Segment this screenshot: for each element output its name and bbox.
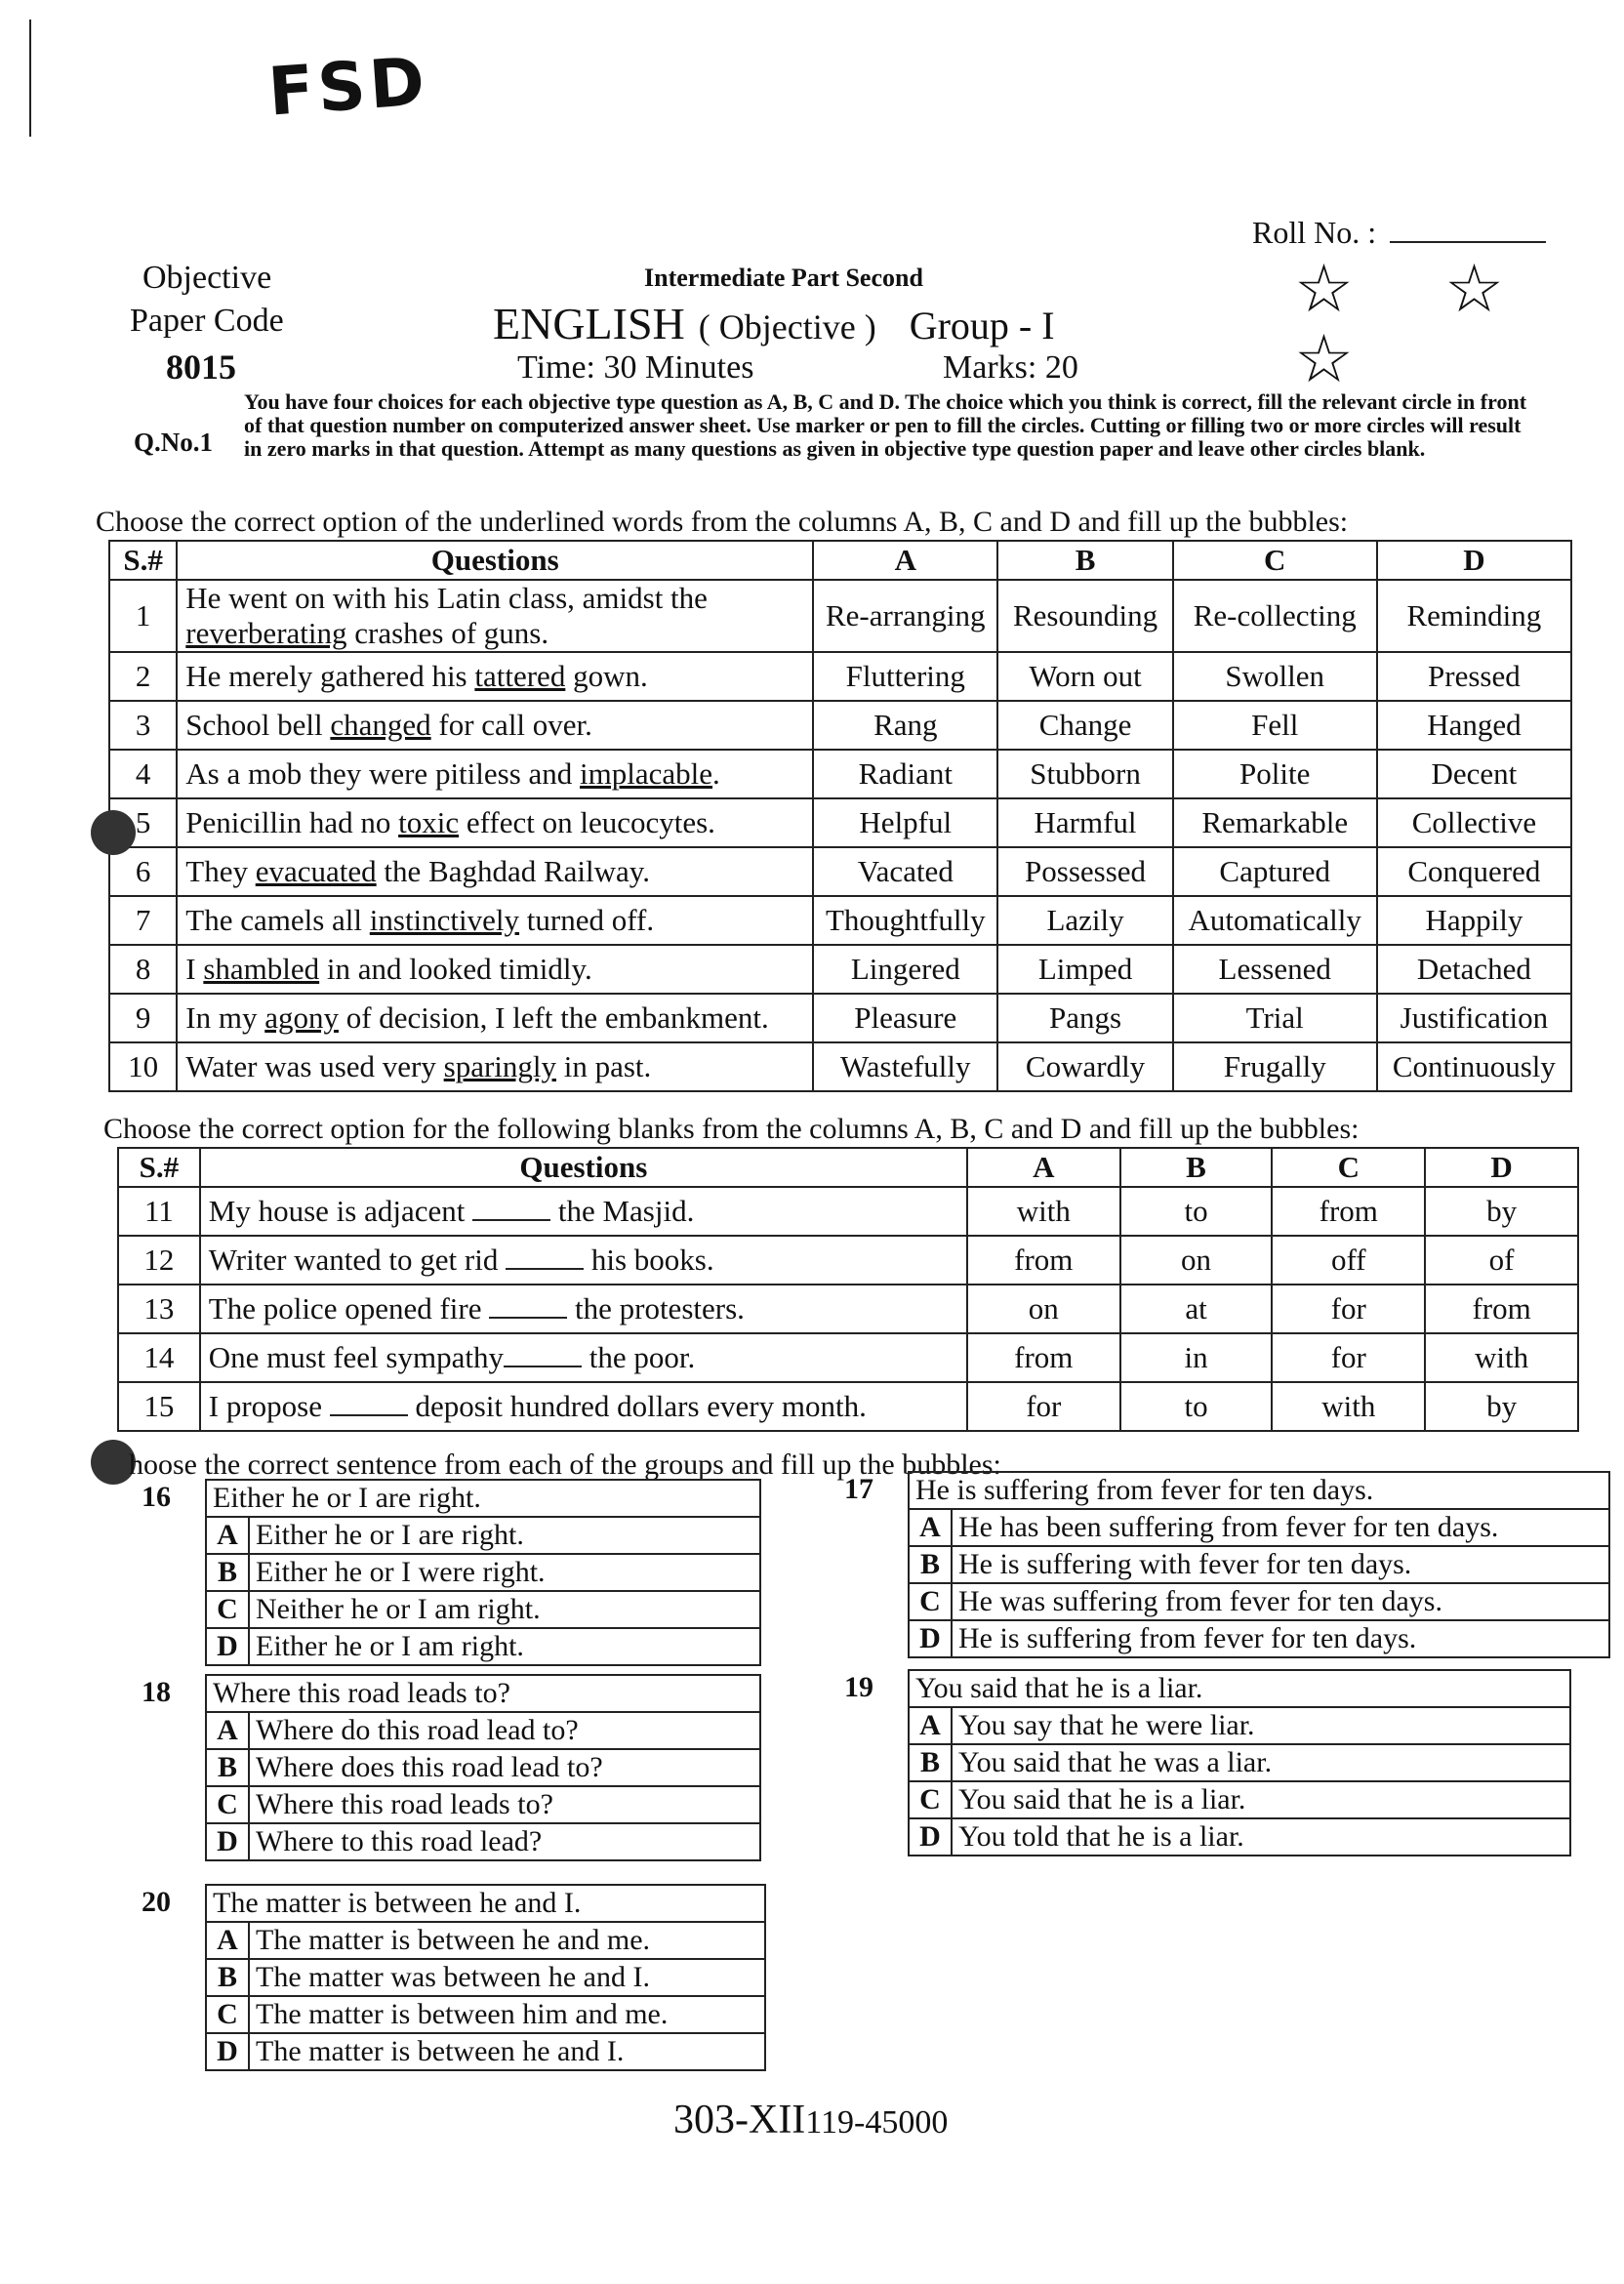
question-number-label: Q.No.1 xyxy=(134,428,213,457)
option-sentence: Either he or I am right. xyxy=(249,1628,760,1665)
option-letter: C xyxy=(206,1996,249,2033)
option-a: Thoughtfully xyxy=(813,896,997,945)
question-post: deposit hundred dollars every month. xyxy=(407,1389,867,1423)
section1-heading: Choose the correct option of the underlined words from the columns A, B, C and D and fill up the bubbles: xyxy=(96,506,1349,538)
group-option-row xyxy=(206,1996,765,2033)
col-header: D xyxy=(1377,541,1571,580)
table-row xyxy=(109,896,1571,945)
question-text xyxy=(200,1285,967,1333)
question-text xyxy=(177,580,813,652)
question-post: his books. xyxy=(584,1243,714,1277)
row-number: 3 xyxy=(109,701,177,750)
question-text xyxy=(177,1042,813,1091)
group-number: 17 xyxy=(844,1473,873,1505)
group-option-row xyxy=(909,1620,1609,1657)
col-header: S.# xyxy=(118,1148,200,1187)
option-c: for xyxy=(1272,1285,1425,1333)
section2-table xyxy=(117,1147,1579,1432)
option-sentence: Where to this road lead? xyxy=(249,1823,760,1860)
paper-code: 8015 xyxy=(166,347,236,387)
option-letter: C xyxy=(909,1583,952,1620)
question-post: the Baghdad Railway. xyxy=(376,854,651,888)
option-c: Frugally xyxy=(1173,1042,1377,1091)
table-header-row xyxy=(109,541,1571,580)
table-row xyxy=(118,1285,1578,1333)
group-option-row xyxy=(206,2033,765,2070)
group-option-row xyxy=(909,1818,1570,1856)
col-header: C xyxy=(1272,1148,1425,1187)
option-c: with xyxy=(1272,1382,1425,1431)
option-letter: C xyxy=(909,1781,952,1818)
table-row xyxy=(109,994,1571,1042)
underlined-word: implacable xyxy=(580,756,713,791)
option-d: Detached xyxy=(1377,945,1571,994)
row-number: 1 xyxy=(109,580,177,652)
row-number: 13 xyxy=(118,1285,200,1333)
option-letter: D xyxy=(909,1620,952,1657)
question-pre: The police opened fire xyxy=(208,1291,490,1326)
question-pre: My house is adjacent xyxy=(208,1194,473,1228)
option-sentence: You said that he was a liar. xyxy=(952,1744,1570,1781)
option-sentence: Either he or I are right. xyxy=(249,1517,760,1554)
option-sentence: He is suffering with fever for ten days. xyxy=(952,1546,1609,1583)
marks: Marks: 20 xyxy=(943,349,1078,386)
question-text xyxy=(200,1187,967,1236)
question-post: in and looked timidly. xyxy=(319,952,592,986)
option-b: Lazily xyxy=(997,896,1172,945)
group-stem: You said that he is a liar. xyxy=(909,1670,1570,1707)
group-option-row xyxy=(206,1749,760,1786)
option-sentence: Where do this road lead to? xyxy=(249,1712,760,1749)
objective-label: Objective xyxy=(142,260,272,296)
option-b: Stubborn xyxy=(997,750,1172,798)
question-post: crashes of guns. xyxy=(346,616,549,650)
option-d: Continuously xyxy=(1377,1042,1571,1091)
option-b: Limped xyxy=(997,945,1172,994)
question-pre: As a mob they were pitiless and xyxy=(185,756,581,791)
option-a: Re-arranging xyxy=(813,580,997,652)
group-stem-row xyxy=(206,1480,760,1517)
col-header: A xyxy=(813,541,997,580)
group-table xyxy=(205,1479,761,1666)
question-pre: He merely gathered his xyxy=(185,659,475,693)
section3-heading: hoose the correct sentence from each of the groups and fill up the bubbles: xyxy=(129,1448,1001,1481)
table-row xyxy=(118,1236,1578,1285)
answer-blank xyxy=(472,1198,550,1221)
option-sentence: Where does this road lead to? xyxy=(249,1749,760,1786)
col-header: C xyxy=(1173,541,1377,580)
option-d: Collective xyxy=(1377,798,1571,847)
option-letter: B xyxy=(206,1749,249,1786)
group-option-row xyxy=(206,1517,760,1554)
option-d: of xyxy=(1425,1236,1578,1285)
option-a: Vacated xyxy=(813,847,997,896)
option-letter: D xyxy=(206,1628,249,1665)
option-sentence: He was suffering from fever for ten days. xyxy=(952,1583,1609,1620)
row-number: 6 xyxy=(109,847,177,896)
table-row xyxy=(109,701,1571,750)
table-header-row xyxy=(118,1148,1578,1187)
paper-type: ( Objective ) xyxy=(698,307,876,347)
group: Group - I xyxy=(909,304,1055,347)
option-a: with xyxy=(967,1187,1120,1236)
option-letter: A xyxy=(206,1517,249,1554)
question-pre: Penicillin had no xyxy=(185,805,399,839)
option-a: on xyxy=(967,1285,1120,1333)
question-pre: They xyxy=(185,854,256,888)
question-pre: I propose xyxy=(208,1389,330,1423)
option-b: in xyxy=(1120,1333,1273,1382)
group-stem-row xyxy=(909,1670,1570,1707)
option-d: with xyxy=(1425,1333,1578,1382)
table-row xyxy=(109,798,1571,847)
option-letter: A xyxy=(909,1707,952,1744)
col-header: S.# xyxy=(109,541,177,580)
option-c: for xyxy=(1272,1333,1425,1382)
table-row xyxy=(109,945,1571,994)
option-b: on xyxy=(1120,1236,1273,1285)
question-post: effect on leucocytes. xyxy=(459,805,715,839)
col-header: B xyxy=(997,541,1172,580)
group-stem: Where this road leads to? xyxy=(206,1675,760,1712)
roll-no-label: Roll No. : xyxy=(1252,215,1546,251)
row-number: 4 xyxy=(109,750,177,798)
group-table xyxy=(908,1669,1571,1856)
question-text xyxy=(177,652,813,701)
table-row xyxy=(118,1333,1578,1382)
option-b: Resounding xyxy=(997,580,1172,652)
option-a: Rang xyxy=(813,701,997,750)
group-option-row xyxy=(909,1509,1609,1546)
option-d: Happily xyxy=(1377,896,1571,945)
option-d: by xyxy=(1425,1187,1578,1236)
level-title: Intermediate Part Second xyxy=(644,264,923,292)
option-a: Helpful xyxy=(813,798,997,847)
table-row xyxy=(109,750,1571,798)
subject-line xyxy=(493,298,1055,349)
question-pre: He went on with his Latin class, amidst the xyxy=(185,581,708,615)
question-pre: I xyxy=(185,952,204,986)
row-number: 7 xyxy=(109,896,177,945)
group-number: 18 xyxy=(142,1676,171,1708)
group-table xyxy=(205,1884,766,2071)
option-d: Reminding xyxy=(1377,580,1571,652)
star-icon: ☆ xyxy=(1294,252,1354,326)
option-c: Polite xyxy=(1173,750,1377,798)
option-a: for xyxy=(967,1382,1120,1431)
star-icon: ☆ xyxy=(1444,252,1504,326)
group-table xyxy=(205,1674,761,1861)
question-post: the poor. xyxy=(581,1340,696,1374)
question-post: the protesters. xyxy=(567,1291,745,1326)
group-stem: He is suffering from fever for ten days. xyxy=(909,1472,1609,1509)
option-c: Trial xyxy=(1173,994,1377,1042)
option-letter: B xyxy=(909,1546,952,1583)
answer-blank xyxy=(330,1393,408,1416)
option-a: Lingered xyxy=(813,945,997,994)
row-number: 11 xyxy=(118,1187,200,1236)
question-post: the Masjid. xyxy=(550,1194,695,1228)
question-text xyxy=(177,750,813,798)
option-letter: C xyxy=(206,1591,249,1628)
group-option-row xyxy=(206,1922,765,1959)
option-c: Automatically xyxy=(1173,896,1377,945)
answer-blank xyxy=(489,1295,567,1319)
group-stem: The matter is between he and I. xyxy=(206,1885,765,1922)
option-b: Cowardly xyxy=(997,1042,1172,1091)
question-text xyxy=(177,945,813,994)
option-c: Re-collecting xyxy=(1173,580,1377,652)
group-number: 16 xyxy=(142,1481,171,1513)
time: Time: 30 Minutes xyxy=(517,349,754,386)
option-b: Harmful xyxy=(997,798,1172,847)
group-option-row xyxy=(206,1786,760,1823)
group-option-row xyxy=(206,1591,760,1628)
option-sentence: He is suffering from fever for ten days. xyxy=(952,1620,1609,1657)
option-a: Pleasure xyxy=(813,994,997,1042)
option-c: from xyxy=(1272,1187,1425,1236)
group-option-row xyxy=(206,1959,765,1996)
row-number: 8 xyxy=(109,945,177,994)
star-icon: ☆ xyxy=(1294,322,1354,396)
option-sentence: The matter is between him and me. xyxy=(249,1996,765,2033)
option-letter: A xyxy=(909,1509,952,1546)
group-option-row xyxy=(206,1823,760,1860)
underlined-word: tattered xyxy=(474,659,566,693)
col-header: Questions xyxy=(200,1148,967,1187)
option-a: Wastefully xyxy=(813,1042,997,1091)
row-number: 15 xyxy=(118,1382,200,1431)
option-sentence: Either he or I were right. xyxy=(249,1554,760,1591)
group-stem-row xyxy=(206,1675,760,1712)
option-letter: D xyxy=(206,1823,249,1860)
option-a: Radiant xyxy=(813,750,997,798)
option-c: Remarkable xyxy=(1173,798,1377,847)
question-text xyxy=(200,1382,967,1431)
group-option-row xyxy=(909,1707,1570,1744)
underlined-word: toxic xyxy=(398,805,460,839)
question-text xyxy=(200,1333,967,1382)
option-sentence: The matter is between he and I. xyxy=(249,2033,765,2070)
group-number: 20 xyxy=(142,1886,171,1918)
underlined-word: evacuated xyxy=(255,854,377,888)
row-number: 10 xyxy=(109,1042,177,1091)
option-d: Decent xyxy=(1377,750,1571,798)
question-post: turned off. xyxy=(519,903,655,937)
option-letter: B xyxy=(909,1744,952,1781)
group-stem: Either he or I are right. xyxy=(206,1480,760,1517)
question-text xyxy=(177,994,813,1042)
option-sentence: You told that he is a liar. xyxy=(952,1818,1570,1856)
question-pre: One must feel sympathy xyxy=(208,1340,504,1374)
option-sentence: You said that he is a liar. xyxy=(952,1781,1570,1818)
instructions: You have four choices for each objective type question as A, B, C and D. The choice which you think is correct, fill the relevant circle in front of that question number on computerized answer sheet. Use marker or pen to fill the circles. Cutting or filling two or more circles will result in zero marks in that question. Attempt as many questions as given in objective type question paper and leave other circles blank. xyxy=(244,389,1527,461)
question-pre: The camels all xyxy=(185,903,370,937)
question-pre: Writer wanted to get rid xyxy=(208,1243,507,1277)
col-header: Questions xyxy=(177,541,813,580)
option-b: to xyxy=(1120,1187,1273,1236)
question-pre: School bell xyxy=(185,708,331,742)
question-text xyxy=(177,798,813,847)
option-sentence: He has been suffering from fever for ten days. xyxy=(952,1509,1609,1546)
footer-code xyxy=(673,2097,948,2143)
question-post: in past. xyxy=(556,1049,652,1083)
question-text xyxy=(200,1236,967,1285)
table-row xyxy=(109,580,1571,652)
table-row xyxy=(118,1382,1578,1431)
option-d: Pressed xyxy=(1377,652,1571,701)
answer-blank xyxy=(504,1344,582,1367)
paper-code-label: Paper Code xyxy=(130,303,284,339)
group-option-row xyxy=(206,1554,760,1591)
table-row xyxy=(118,1187,1578,1236)
table-row xyxy=(109,652,1571,701)
group-option-row xyxy=(909,1744,1570,1781)
question-post: of decision, I left the embankment. xyxy=(338,1000,769,1035)
option-sentence: Where this road leads to? xyxy=(249,1786,760,1823)
row-number: 9 xyxy=(109,994,177,1042)
answer-blank xyxy=(506,1246,584,1270)
row-number: 12 xyxy=(118,1236,200,1285)
question-pre: In my xyxy=(185,1000,265,1035)
option-c: off xyxy=(1272,1236,1425,1285)
option-letter: D xyxy=(206,2033,249,2070)
group-number: 19 xyxy=(844,1671,873,1703)
row-number: 5 xyxy=(109,798,177,847)
option-letter: B xyxy=(206,1959,249,1996)
option-c: Fell xyxy=(1173,701,1377,750)
underlined-word: shambled xyxy=(203,952,320,986)
col-header: B xyxy=(1120,1148,1273,1187)
option-b: Change xyxy=(997,701,1172,750)
underlined-word: changed xyxy=(330,708,431,742)
question-post: gown. xyxy=(565,659,648,693)
section2-heading: Choose the correct option for the following blanks from the columns A, B, C and D and fill up the bubbles: xyxy=(103,1113,1360,1145)
option-d: Hanged xyxy=(1377,701,1571,750)
option-b: at xyxy=(1120,1285,1273,1333)
option-letter: A xyxy=(206,1712,249,1749)
option-letter: C xyxy=(206,1786,249,1823)
group-option-row xyxy=(909,1546,1609,1583)
option-b: to xyxy=(1120,1382,1273,1431)
underlined-word: instinctively xyxy=(369,903,520,937)
option-d: by xyxy=(1425,1382,1578,1431)
underlined-word: reverberating xyxy=(185,616,347,650)
section1-table xyxy=(108,540,1572,1092)
option-a: from xyxy=(967,1236,1120,1285)
option-d: Conquered xyxy=(1377,847,1571,896)
option-c: Swollen xyxy=(1173,652,1377,701)
option-b: Possessed xyxy=(997,847,1172,896)
option-sentence: You say that he were liar. xyxy=(952,1707,1570,1744)
group-stem-row xyxy=(909,1472,1609,1509)
row-number: 14 xyxy=(118,1333,200,1382)
table-row xyxy=(109,1042,1571,1091)
question-post: . xyxy=(712,756,720,791)
option-d: from xyxy=(1425,1285,1578,1333)
group-option-row xyxy=(206,1712,760,1749)
table-row xyxy=(109,847,1571,896)
option-sentence: The matter is between he and me. xyxy=(249,1922,765,1959)
question-text xyxy=(177,847,813,896)
option-b: Worn out xyxy=(997,652,1172,701)
option-letter: A xyxy=(206,1922,249,1959)
option-d: Justification xyxy=(1377,994,1571,1042)
row-number: 2 xyxy=(109,652,177,701)
underlined-word: agony xyxy=(264,1000,339,1035)
group-option-row xyxy=(909,1781,1570,1818)
footer-code-small: 119-45000 xyxy=(805,2104,949,2141)
group-option-row xyxy=(206,1628,760,1665)
col-header: D xyxy=(1425,1148,1578,1187)
group-table xyxy=(908,1471,1610,1658)
group-stem-row xyxy=(206,1885,765,1922)
roll-no-blank xyxy=(1390,241,1546,243)
margin-line xyxy=(29,20,31,137)
option-sentence: The matter was between he and I. xyxy=(249,1959,765,1996)
question-text xyxy=(177,701,813,750)
subject: ENGLISH xyxy=(493,299,685,348)
option-c: Captured xyxy=(1173,847,1377,896)
handwritten-mark: FSD xyxy=(265,43,431,132)
question-text xyxy=(177,896,813,945)
footer-code-main: 303-XII xyxy=(673,2098,806,2142)
underlined-word: sparingly xyxy=(443,1049,556,1083)
question-pre: Water was used very xyxy=(185,1049,444,1083)
option-letter: D xyxy=(909,1818,952,1856)
option-c: Lessened xyxy=(1173,945,1377,994)
option-letter: B xyxy=(206,1554,249,1591)
option-b: Pangs xyxy=(997,994,1172,1042)
option-sentence: Neither he or I am right. xyxy=(249,1591,760,1628)
option-a: from xyxy=(967,1333,1120,1382)
col-header: A xyxy=(967,1148,1120,1187)
filled-mark xyxy=(91,810,136,855)
group-option-row xyxy=(909,1583,1609,1620)
option-a: Fluttering xyxy=(813,652,997,701)
question-post: for call over. xyxy=(430,708,592,742)
